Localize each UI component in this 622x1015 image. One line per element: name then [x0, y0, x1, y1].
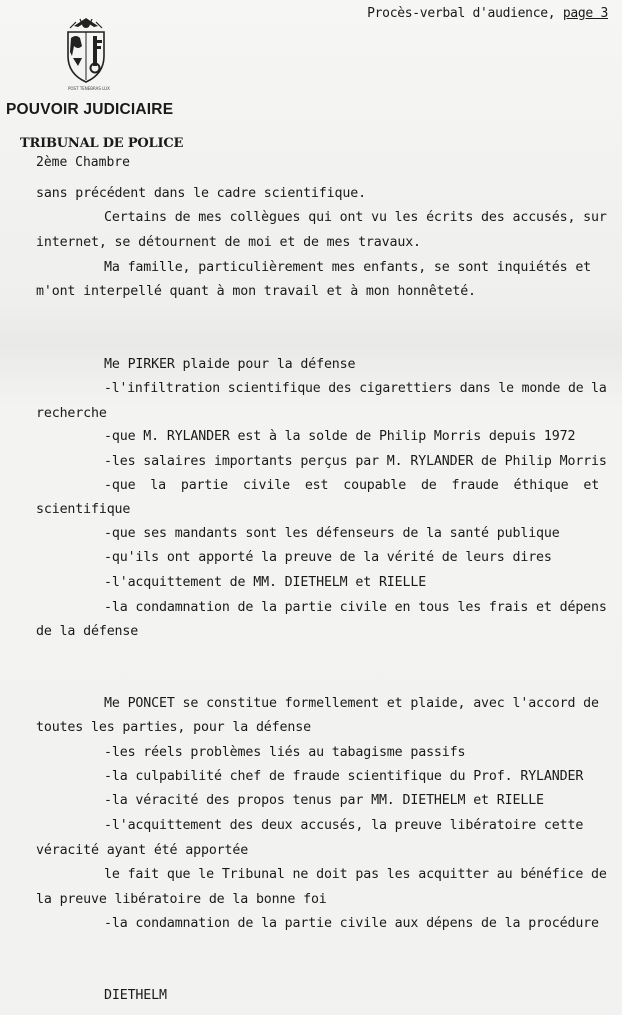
text-line: Me PIRKER plaide pour la défense: [104, 357, 356, 372]
organization-name: POUVOIR JUDICIAIRE: [6, 101, 174, 118]
document-title: Procès-verbal d'audience,: [367, 6, 556, 21]
text-line: -la véracité des propos tenus par MM. DIETHELM et RIELLE: [104, 793, 544, 808]
text-line: -que ses mandants sont les défenseurs de la santé publique: [104, 526, 560, 541]
page-header: [367, 6, 608, 21]
text-line: Ma famille, particulièrement mes enfants, se sont inquiétés et: [104, 260, 592, 275]
page-number: page 3: [562, 6, 608, 21]
crest-caption: POST TENEBRAS LUX: [68, 86, 110, 91]
text-line: le fait que le Tribunal ne doit pas les acquitter au bénéfice de: [104, 867, 607, 882]
court-name: TRIBUNAL DE POLICE: [20, 136, 184, 151]
text-line: -l'acquittement de MM. DIETHELM et RIELLE: [104, 575, 427, 590]
text-line: -qu'ils ont apporté la preuve de la vérité de leurs dires: [104, 550, 552, 565]
text-line: -l'infiltration scientifique des cigarettiers dans le monde de la: [104, 381, 607, 396]
text-line: de la défense: [36, 624, 139, 639]
geneva-crest-icon: [60, 16, 112, 88]
text-line: scientifique: [36, 502, 131, 517]
text-line: -que M. RYLANDER est à la solde de Philip Morris depuis 1972: [104, 429, 576, 444]
text-line: véracité ayant été apportée: [36, 843, 249, 858]
text-line: sans précédent dans le cadre scientifique.: [36, 186, 366, 201]
text-line: -la condamnation de la partie civile en tous les frais et dépens: [104, 600, 607, 615]
text-line: -l'acquittement des deux accusés, la preuve libératoire cette: [104, 818, 584, 833]
text-line: la preuve libératoire de la bonne foi: [36, 892, 327, 907]
text-line: recherche: [36, 406, 107, 421]
text-line: -les réels problèmes liés au tabagisme passifs: [104, 745, 466, 760]
text-line: toutes les parties, pour la défense: [36, 720, 311, 735]
text-line: -la condamnation de la partie civile aux dépens de la procédure: [104, 916, 599, 931]
speaker-name: DIETHELM: [104, 988, 167, 1003]
text-line: -les salaires importants perçus par M. RYLANDER de Philip Morris: [104, 454, 607, 469]
text-line: internet, se détournent de moi et de mes travaux.: [36, 235, 421, 250]
text-line: -la culpabilité chef de fraude scientifique du Prof. RYLANDER: [104, 769, 584, 784]
text-line: -que la partie civile est coupable de fraude éthique et: [104, 478, 600, 493]
text-line: Me PONCET se constitue formellement et plaide, avec l'accord de: [104, 696, 599, 711]
chamber-name: 2ème Chambre: [36, 155, 130, 170]
text-line: m'ont interpellé quant à mon travail et à mon honnêteté.: [36, 284, 476, 299]
text-line: Certains de mes collègues qui ont vu les écrits des accusés, sur: [104, 210, 607, 225]
